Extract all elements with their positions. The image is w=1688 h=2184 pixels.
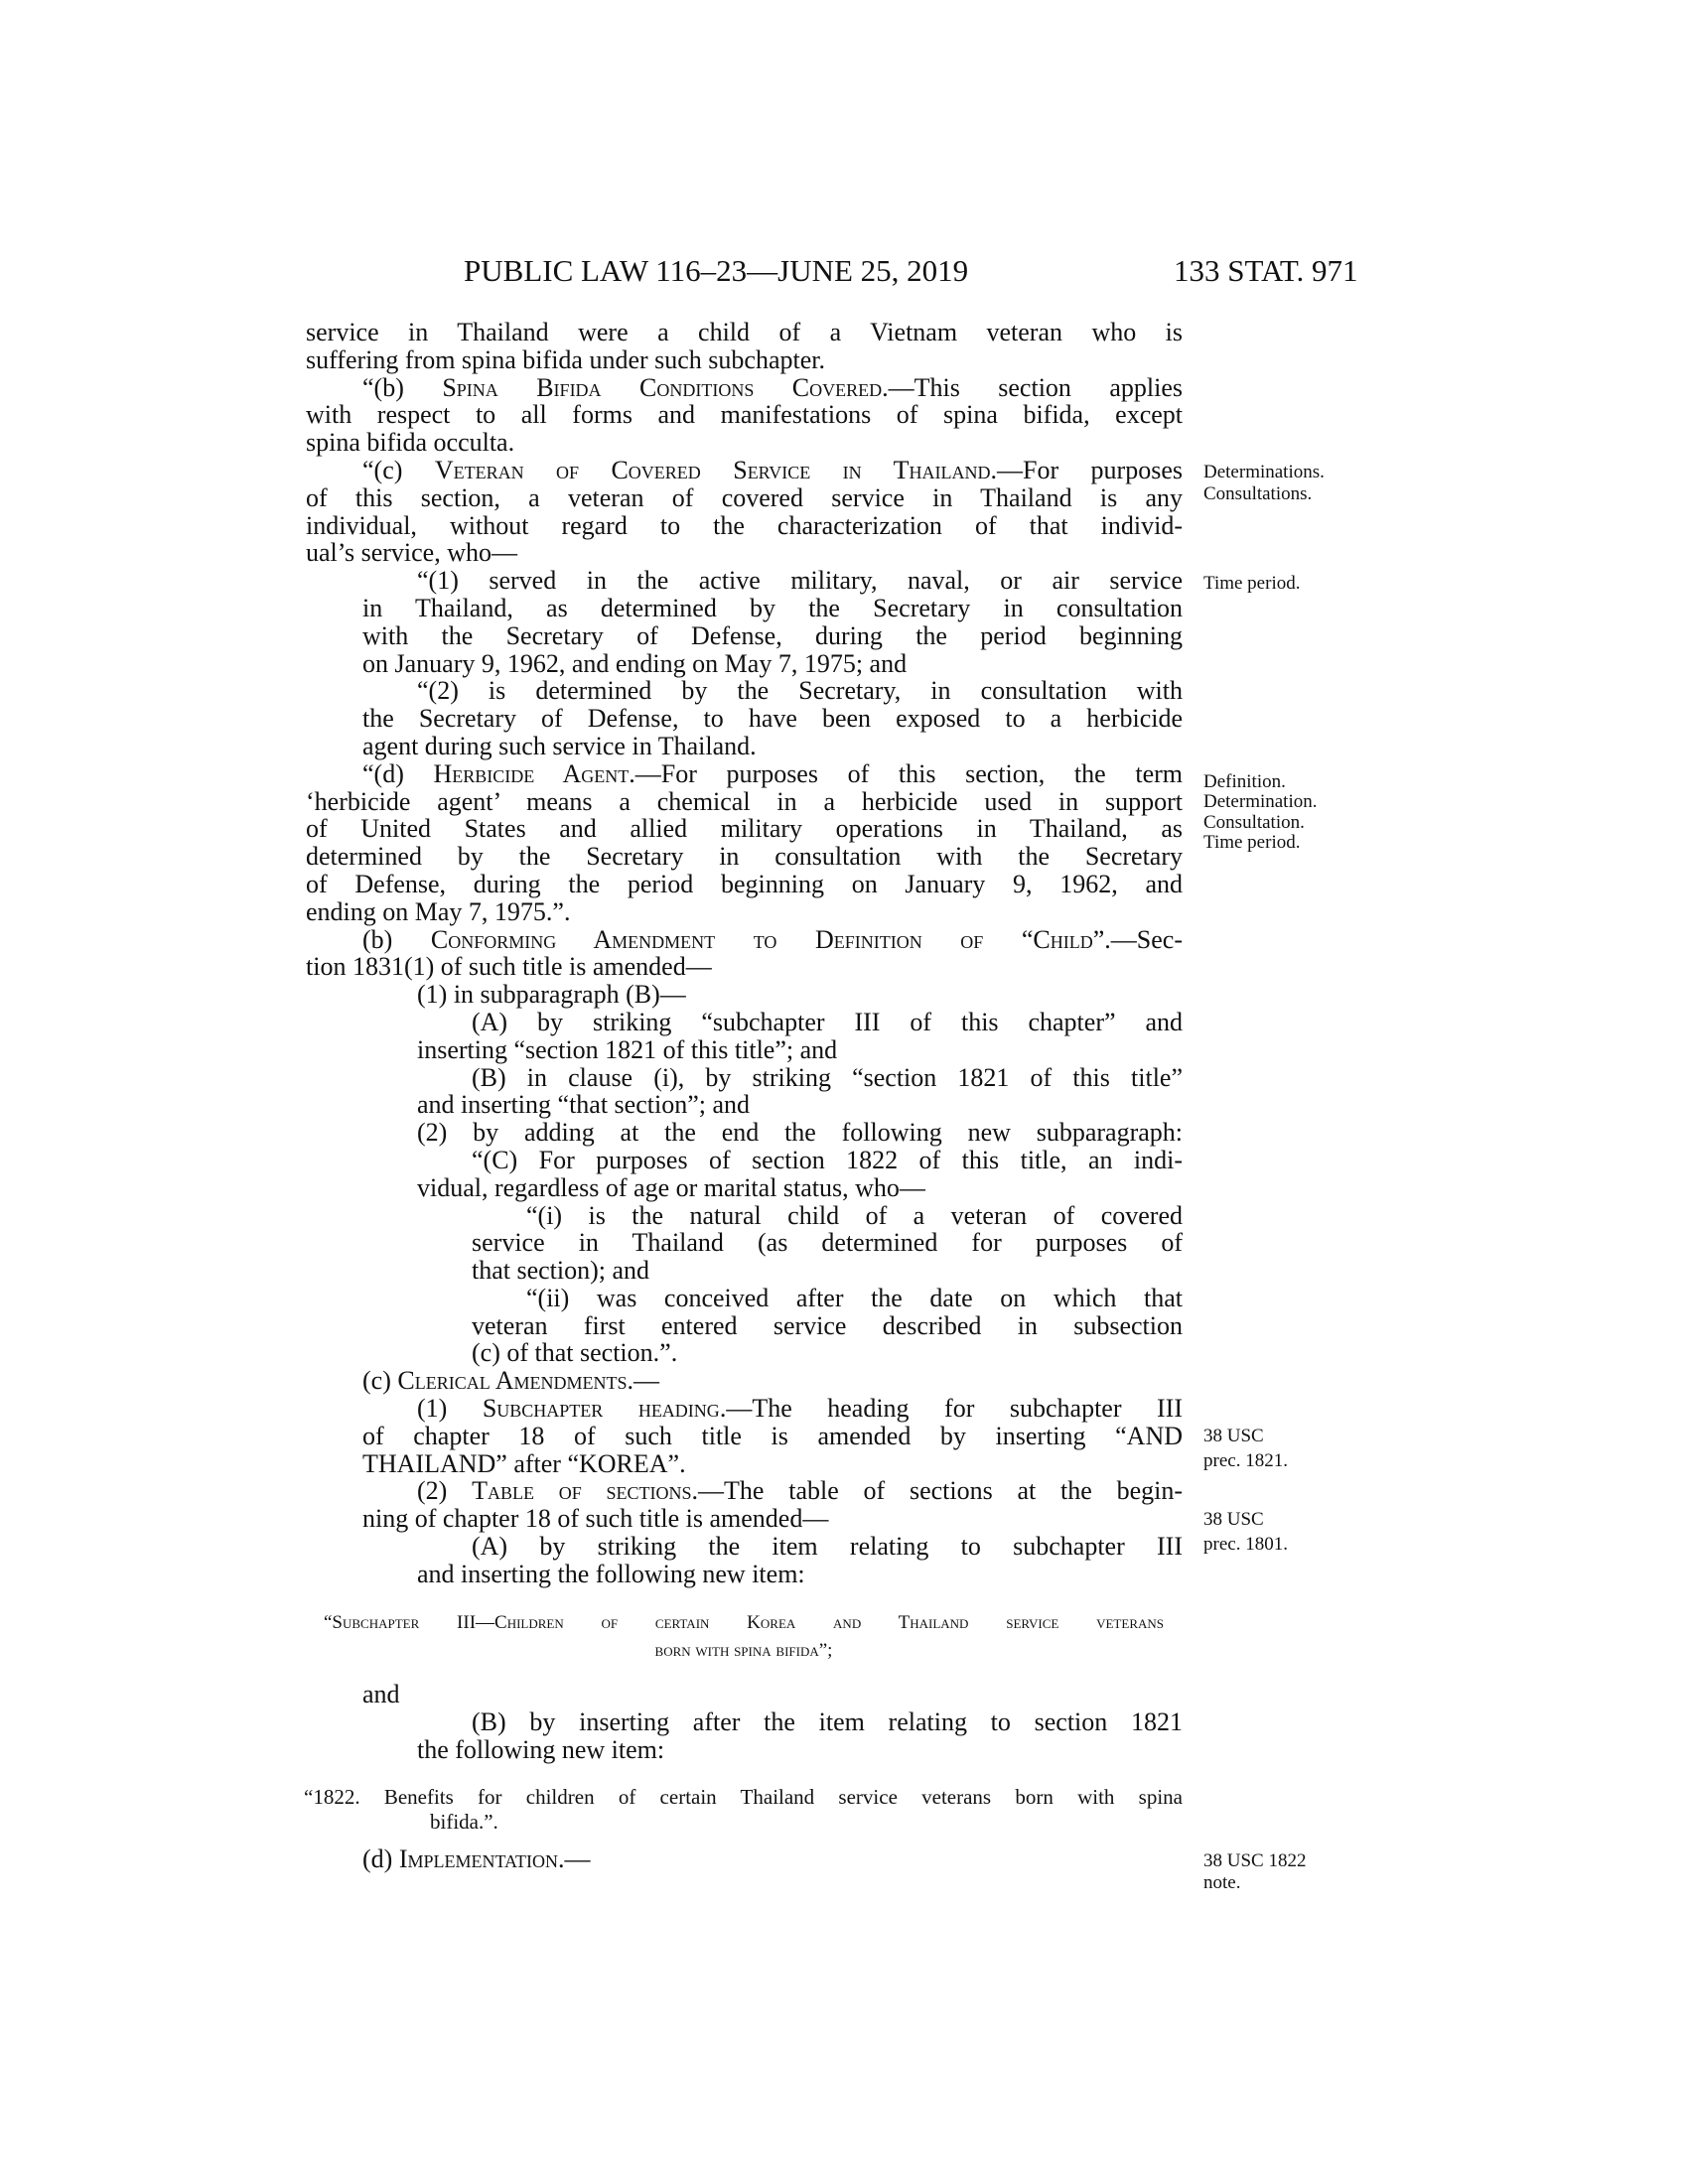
margin-note: prec. 1801. — [1203, 1534, 1288, 1555]
text-line: veteran first entered service described in subsection — [472, 1310, 1183, 1340]
text-line: and inserting “that section”; and — [417, 1090, 751, 1120]
subsection-heading: Herbicide Agent — [433, 758, 630, 788]
margin-note: Determination. — [1203, 791, 1318, 812]
margin-note: Consultation. — [1203, 812, 1305, 833]
text-line: suffering from spina bifida under such subchapter. — [306, 344, 825, 374]
text-line: the following new item: — [417, 1735, 665, 1764]
text-line: the Secretary of Defense, to have been exposed to a herbicide — [362, 704, 1183, 734]
text-line: of this section, a veteran of covered service in Thailand is any — [306, 482, 1183, 512]
text-line: on January 9, 1962, and ending on May 7, 1975; and — [362, 648, 908, 678]
margin-note: 38 USC 1822 — [1203, 1850, 1307, 1871]
text-line: (A) by striking “subchapter III of this chapter” and — [472, 1007, 1183, 1036]
text-line: with the Secretary of Defense, during the period beginning — [362, 620, 1183, 650]
subsection-heading: Spina Bifida Conditions Covered — [442, 372, 883, 402]
margin-note: note. — [1203, 1872, 1241, 1893]
text-line: vidual, regardless of age or marital status, who— — [417, 1172, 925, 1202]
subsection-label: (c) — [362, 1366, 398, 1396]
text-line: “(1) served in the active military, naval, or air service — [417, 566, 1183, 596]
subsection-label: (b) — [362, 924, 431, 954]
subsection-label: (d) — [362, 1844, 399, 1873]
statute-body — [0, 319, 1688, 1588]
subchapter-heading-item-line-1: “Subchapter III—Children of certain Korea and Thailand service veterans — [324, 1612, 1164, 1633]
section-item-line-1: “1822. Benefits for children of certain Thailand service veterans born with spina — [304, 1785, 1183, 1809]
text-line: determined by the Secretary in consultation with the Secretary — [306, 842, 1183, 872]
text: .— — [627, 1366, 660, 1396]
text: .—This section applies — [882, 372, 1184, 402]
implementation-heading — [362, 1844, 591, 1874]
subsection-heading-line — [362, 1367, 1183, 1395]
subsection-label: “(b) — [362, 372, 443, 402]
subsection-heading: Clerical Amendments — [397, 1366, 628, 1396]
text: .— — [558, 1844, 591, 1873]
subsection-label: “(c) — [362, 455, 435, 484]
text-line: service in Thailand were a child of a Vietnam veteran who is — [306, 318, 1183, 346]
margin-note: prec. 1821. — [1203, 1450, 1288, 1471]
subsection-heading-line — [362, 374, 1183, 402]
subsection-heading-line — [362, 760, 1183, 788]
margin-note: Determinations. — [1203, 462, 1325, 482]
text-line: of United States and allied military operations in Thailand, as — [306, 814, 1183, 844]
text: .—For purposes — [990, 455, 1183, 484]
subsection-heading-line — [362, 926, 1183, 954]
text-line: individual, without regard to the characterization of that individ- — [306, 510, 1183, 540]
paragraph-label: (1) — [417, 1394, 483, 1424]
subsection-label: “(d) — [362, 758, 434, 788]
text-line: in Thailand, as determined by the Secretary in consultation — [362, 593, 1183, 622]
text-line: service in Thailand (as determined for purposes of — [472, 1228, 1183, 1258]
text-line: agent during such service in Thailand. — [362, 731, 757, 760]
text: .—Sec- — [1104, 924, 1183, 954]
subsection-heading: Veteran of Covered Service in Thailand — [434, 455, 991, 484]
subsection-heading-line — [362, 457, 1183, 484]
running-header-title: PUBLIC LAW 116–23—JUNE 25, 2019 — [464, 253, 969, 288]
text-line: (1) in subparagraph (B)— — [417, 980, 686, 1010]
text-line: ning of chapter 18 of such title is amended— — [362, 1504, 829, 1534]
text-line: spina bifida occulta. — [306, 428, 515, 458]
paragraph-heading-line — [417, 1477, 1183, 1505]
text-line: (2) by adding at the end the following new subparagraph: — [417, 1118, 1183, 1148]
text-line: that section); and — [472, 1256, 650, 1286]
margin-note: 38 USC — [1203, 1426, 1264, 1446]
page-number: 133 STAT. 971 — [1174, 253, 1358, 288]
text: .—The heading for subchapter III — [719, 1394, 1183, 1424]
text-line: and — [362, 1680, 400, 1708]
text-line: ‘herbicide agent’ means a chemical in a herbicide used in support — [306, 786, 1183, 816]
margin-note: Consultations. — [1203, 483, 1313, 504]
text-line: THAILAND” after “KOREA”. — [362, 1448, 686, 1478]
text-line: “(2) is determined by the Secretary, in consultation with — [417, 676, 1183, 706]
text-line: (B) by inserting after the item relating to section 1821 — [472, 1707, 1183, 1736]
text: .—For purposes of this section, the term — [629, 758, 1183, 788]
margin-note: Time period. — [1203, 573, 1301, 594]
margin-note: 38 USC — [1203, 1509, 1264, 1530]
text-line: (c) of that section.”. — [472, 1338, 678, 1368]
text-line: ual’s service, who— — [306, 538, 518, 568]
text-line: tion 1831(1) of such title is amended— — [306, 952, 712, 982]
text-line: with respect to all forms and manifestations of spina bifida, except — [306, 400, 1183, 430]
paragraph-label: (2) — [417, 1476, 473, 1506]
paragraph-heading: Subchapter heading — [482, 1394, 720, 1424]
subsection-heading: Implementation — [398, 1844, 559, 1873]
margin-note: Time period. — [1203, 832, 1301, 853]
text-line: (B) in clause (i), by striking “section 1821 of this title” — [472, 1062, 1183, 1092]
text-line: of Defense, during the period beginning on January 9, 1962, and — [306, 869, 1183, 898]
paragraph-heading-line — [417, 1395, 1183, 1423]
text-line: “(C) For purposes of section 1822 of this title, an indi- — [472, 1145, 1183, 1174]
text-line: “(i) is the natural child of a veteran of covered — [526, 1200, 1183, 1230]
section-item-line-2: bifida.”. — [430, 1810, 498, 1834]
text: .—The table of sections at the begin- — [691, 1476, 1183, 1506]
text-line: and inserting the following new item: — [417, 1559, 805, 1588]
paragraph-heading: Table of sections — [472, 1476, 692, 1506]
text-line: “(ii) was conceived after the date on which that — [526, 1283, 1183, 1312]
subchapter-heading-item-line-2: born with spina bifida”; — [654, 1640, 833, 1661]
text-line: (A) by striking the item relating to subchapter III — [472, 1532, 1183, 1562]
margin-note: Definition. — [1203, 771, 1286, 792]
text-line: ending on May 7, 1975.”. — [306, 896, 571, 926]
text-line: inserting “section 1821 of this title”; and — [417, 1034, 838, 1064]
text-line: of chapter 18 of such title is amended by inserting “AND — [362, 1421, 1183, 1450]
subsection-heading: Conforming Amendment to Definition of “Child” — [430, 924, 1105, 954]
